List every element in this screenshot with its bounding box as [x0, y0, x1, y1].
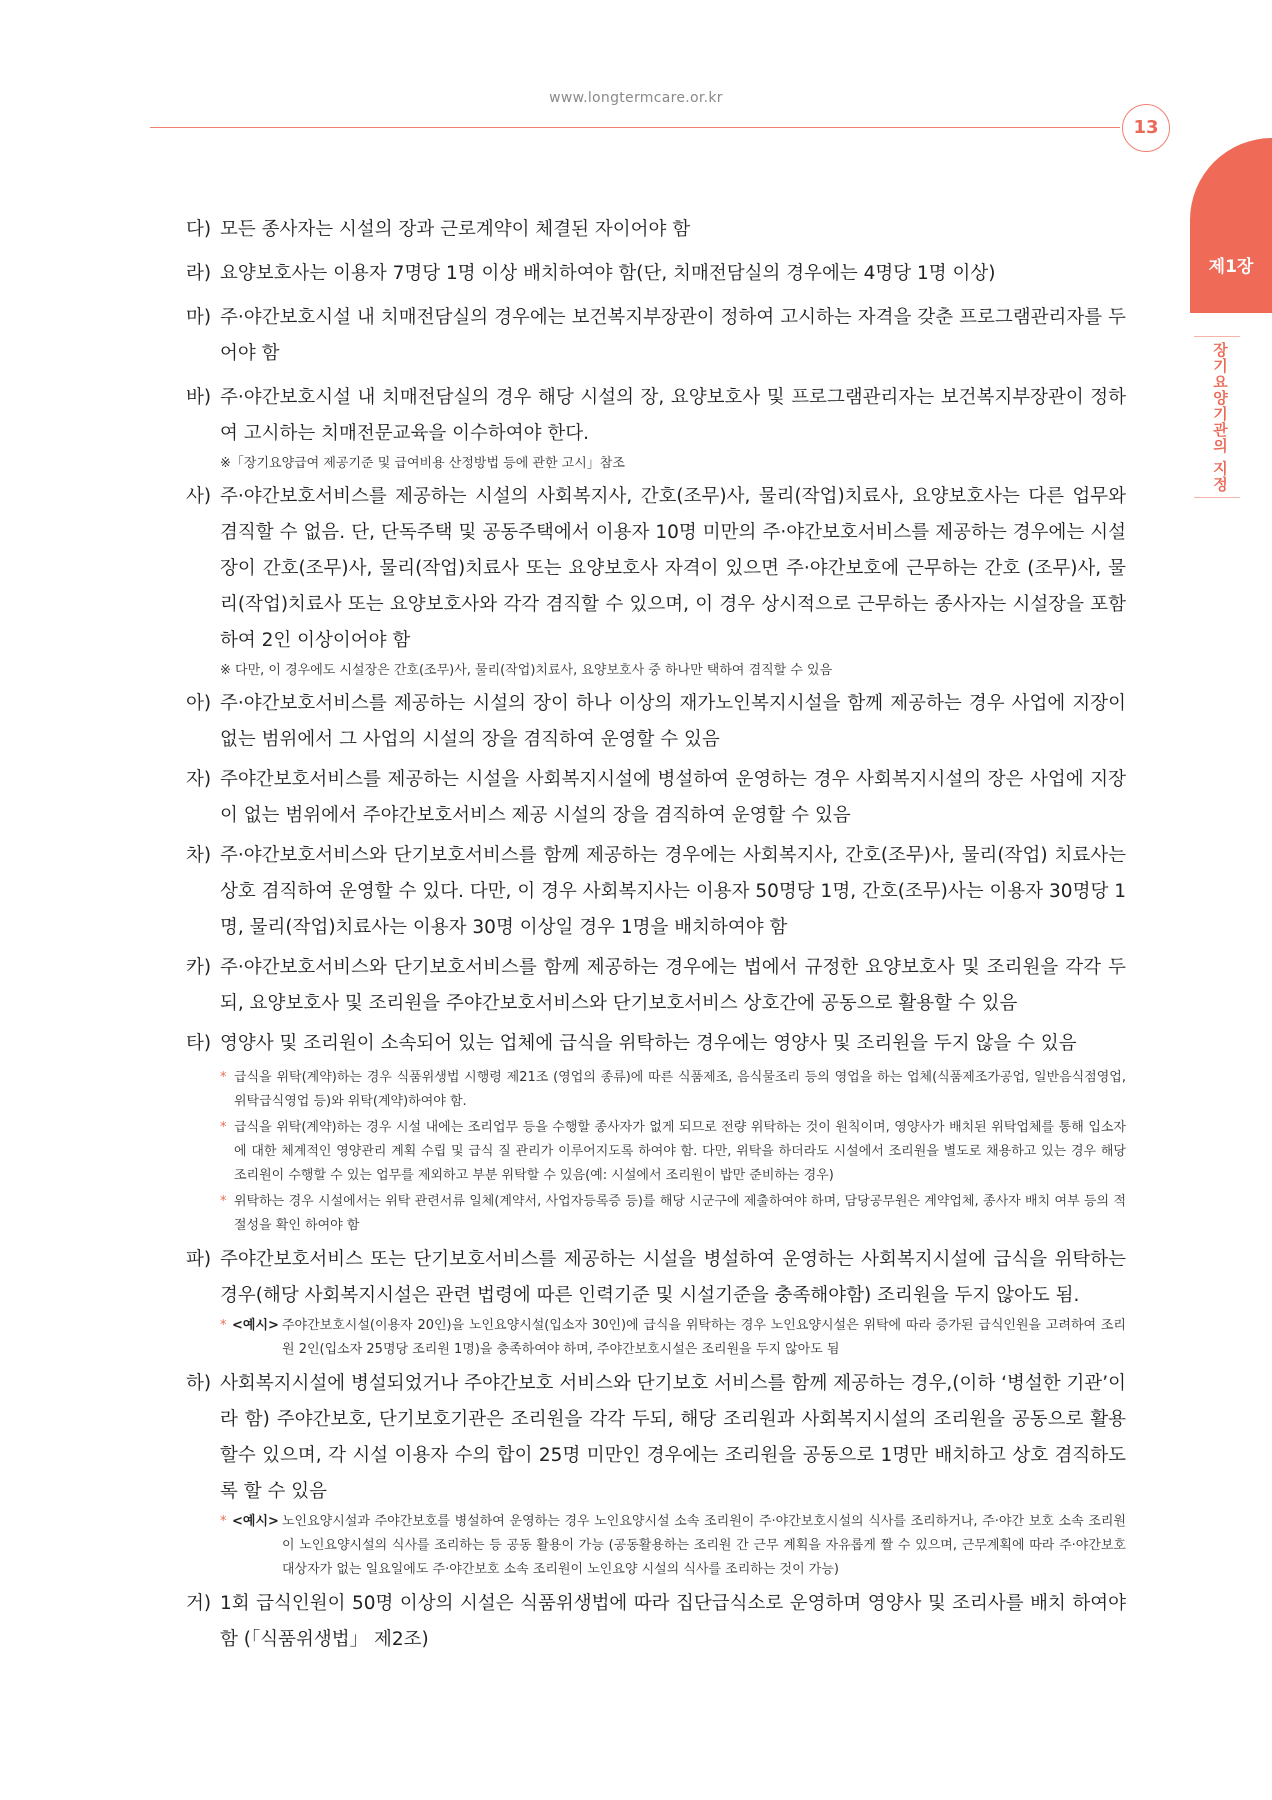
sub-bullet: [186, 1116, 1126, 1188]
example-text: 주야간보호시설(이용자 20인)을 노인요양시설(입소자 30인)에 급식을 위탁하는 경우 노인요양시설은 위탁에 따라 증가된 급식인원을 고려하여 조리원 2인(입소자 25명당 조리원 1명)을 충족하여야 하며, 주야간보호시설은 조리원을 두지 않아도 됨: [282, 1318, 1126, 1357]
list-item: [186, 1026, 1126, 1062]
item-text: 주·야간보호서비스를 제공하는 시설의 장이 하나 이상의 재가노인복지시설을 함께 제공하는 경우 사업에 지장이 없는 범위에서 그 사업의 시설의 장을 겸직하여 운영할 수 있음: [220, 693, 1126, 750]
bullet-text: 위탁하는 경우 시설에서는 위탁 관련서류 일체(계약서, 사업자등록증 등)를 해당 시군구에 제출하여야 하며, 담당공무원은 계약업체, 종사자 배치 여부 등의 적절성을 확인 하여야 함: [234, 1194, 1126, 1233]
sub-bullet: [186, 1190, 1126, 1238]
site-url: www.longtermcare.or.kr: [549, 90, 723, 106]
item-marker: 다): [186, 219, 212, 240]
list-item: [186, 686, 1126, 758]
header-rule: [150, 127, 1120, 128]
chapter-title: 장기요양기관의 지정: [1211, 342, 1229, 493]
item-marker: 차): [186, 845, 212, 866]
example-note: [186, 1314, 1126, 1362]
item-marker: 자): [186, 769, 212, 790]
list-item: [186, 479, 1126, 659]
bullet-star: *: [220, 1120, 227, 1135]
list-item: [186, 762, 1126, 834]
list-item: [186, 256, 1126, 292]
reference-note: ※ 다만, 이 경우에도 시설장은 간호(조무)사, 물리(작업)치료사, 요양보호사 중 하나만 택하여 겸직할 수 있음: [220, 663, 833, 678]
item-text: 주·야간보호서비스와 단기보호서비스를 함께 제공하는 경우에는 법에서 규정한 요양보호사 및 조리원을 각각 두되, 요양보호사 및 조리원을 주야간보호서비스와 단기보호서비스 상호간에 공동으로 활용할 수 있음: [220, 957, 1126, 1014]
item-marker: 사): [186, 486, 212, 507]
side-rule-bottom: [1194, 497, 1240, 498]
item-marker: 파): [186, 1249, 212, 1270]
list-item: [186, 1366, 1126, 1510]
item-marker: 바): [186, 387, 212, 408]
bullet-star: *: [220, 1070, 227, 1085]
list-item: [186, 380, 1126, 452]
item-text: 주·야간보호시설 내 치매전담실의 경우에는 보건복지부장관이 정하여 고시하는 자격을 갖춘 프로그램관리자를 두어야 함: [220, 307, 1126, 364]
example-label: <예시>: [232, 1514, 279, 1529]
item-text: 주야간보호서비스를 제공하는 시설을 사회복지시설에 병설하여 운영하는 경우 사회복지시설의 장은 사업에 지장이 없는 범위에서 주야간보호서비스 제공 시설의 장을 겸직하여 운영할 수 있음: [220, 769, 1126, 826]
reference-note: ※「장기요양급여 제공기준 및 급여비용 산정방법 등에 관한 고시」참조: [220, 456, 625, 471]
main-content: [186, 212, 1126, 1658]
bullet-star: *: [220, 1318, 227, 1333]
item-text: 주야간보호서비스 또는 단기보호서비스를 제공하는 시설을 병설하여 운영하는 사회복지시설에 급식을 위탁하는 경우(해당 사회복지시설은 관련 법령에 따른 인력기준 및 시설기준을 충족해야함) 조리원을 두지 않아도 됨.: [220, 1249, 1126, 1306]
list-item: [186, 838, 1126, 946]
bullet-text: 급식을 위탁(계약)하는 경우 식품위생법 시행령 제21조 (영업의 종류)에 따른 식품제조, 음식물조리 등의 영업을 하는 업체(식품제조가공업, 일반음식점영업, 위탁급식영업 등)와 위탁(계약)하여야 함.: [234, 1070, 1126, 1109]
item-text: 주·야간보호서비스를 제공하는 시설의 사회복지사, 간호(조무)사, 물리(작업)치료사, 요양보호사는 다른 업무와 겸직할 수 없음. 단, 단독주택 및 공동주택에서 이용자 10명 미만의 주·야간보호서비스를 제공하는 경우에는 시설장이 간호(조무)사, 물리(작업)치료사 또는 요양보호사 자격이 있으면 주·야간보호에 근무하는 간호 (조무)사, 물리(작업)치료사 또는 요양보호사와 각각 겸직할 수 있으며, 이 경우 상시적으로 근무하는 종사자는 시설장을 포함하여 2인 이상이어야 함: [220, 486, 1126, 651]
item-text: 요양보호사는 이용자 7명당 1명 이상 배치하여야 함(단, 치매전담실의 경우에는 4명당 1명 이상): [220, 263, 996, 284]
chapter-label: 제1장: [1208, 257, 1254, 277]
example-label: <예시>: [232, 1318, 279, 1333]
example-note: [186, 1510, 1126, 1582]
sub-bullet: [186, 1066, 1126, 1114]
item-marker: 마): [186, 307, 212, 328]
bullet-star: *: [220, 1514, 227, 1529]
item-text: 영양사 및 조리원이 소속되어 있는 업체에 급식을 위탁하는 경우에는 영양사 및 조리원을 두지 않을 수 있음: [220, 1033, 1077, 1054]
item-marker: 하): [186, 1373, 212, 1394]
page-number: 13: [1122, 104, 1170, 152]
item-text: 주·야간보호시설 내 치매전담실의 경우 해당 시설의 장, 요양보호사 및 프로그램관리자는 보건복지부장관이 정하여 고시하는 치매전문교육을 이수하여야 한다.: [220, 387, 1126, 444]
list-item: [186, 950, 1126, 1022]
item-text: 주·야간보호서비스와 단기보호서비스를 함께 제공하는 경우에는 사회복지사, 간호(조무)사, 물리(작업) 치료사는 상호 겸직하여 운영할 수 있다. 다만, 이 경우 사회복지사는 이용자 50명당 1명, 간호(조무)사는 이용자 30명당 1명, 물리(작업)치료사는 이용자 30명 이상일 경우 1명을 배치하여야 함: [220, 845, 1126, 938]
chapter-tab: [1190, 138, 1272, 313]
item-marker: 카): [186, 957, 212, 978]
list-item: [186, 300, 1126, 372]
item-text: 모든 종사자는 시설의 장과 근로계약이 체결된 자이어야 함: [220, 219, 691, 240]
example-text: 노인요양시설과 주야간보호를 병설하여 운영하는 경우 노인요양시설 소속 조리원이 주·야간보호시설의 식사를 조리하거나, 주·야간 보호 소속 조리원이 노인요양시설의 식사를 조리하는 등 공동 활용이 가능 (공동활용하는 조리원 간 근무 계획을 자유롭게 짤 수 있으며, 근무계획에 따라 주·야간보호 대상자가 없는 일요일에도 주·야간보호 소속 조리원이 노인요양 시설의 식사를 조리하는 것이 가능): [282, 1514, 1126, 1577]
item-marker: 거): [186, 1593, 212, 1614]
item-text: 1회 급식인원이 50명 이상의 시설은 식품위생법에 따라 집단급식소로 운영하며 영양사 및 조리사를 배치 하여야함 (「식품위생법」 제2조): [220, 1593, 1126, 1650]
list-item: [186, 1586, 1126, 1658]
side-rule-top: [1194, 336, 1240, 337]
item-marker: 아): [186, 693, 212, 714]
item-marker: 라): [186, 263, 212, 284]
list-item: [186, 212, 1126, 248]
bullet-text: 급식을 위탁(계약)하는 경우 시설 내에는 조리업무 등을 수행할 종사자가 없게 되므로 전량 위탁하는 것이 원칙이며, 영양사가 배치된 위탁업체를 통해 입소자에 대한 체계적인 영양관리 계획 수립 및 급식 질 관리가 이루어지도록 하여야 함. 다만, 위탁을 하더라도 시설에서 조리원을 별도로 채용하고 있는 경우 해당 조리원이 수행할 수 있는 업무를 제외하고 부분 위탁할 수 있음(예: 시설에서 조리원이 밥만 준비하는 경우): [234, 1120, 1126, 1183]
item-marker: 타): [186, 1033, 212, 1054]
list-item: [186, 1242, 1126, 1314]
item-text: 사회복지시설에 병설되었거나 주야간보호 서비스와 단기보호 서비스를 함께 제공하는 경우,(이하 ‘병설한 기관’이라 함) 주야간보호, 단기보호기관은 조리원을 각각 두되, 해당 조리원과 사회복지시설의 조리원을 공동으로 활용할수 있으며, 각 시설 이용자 수의 합이 25명 미만인 경우에는 조리원을 공동으로 1명만 배치하고 상호 겸직하도록 할 수 있음: [220, 1373, 1126, 1502]
bullet-star: *: [220, 1194, 227, 1209]
